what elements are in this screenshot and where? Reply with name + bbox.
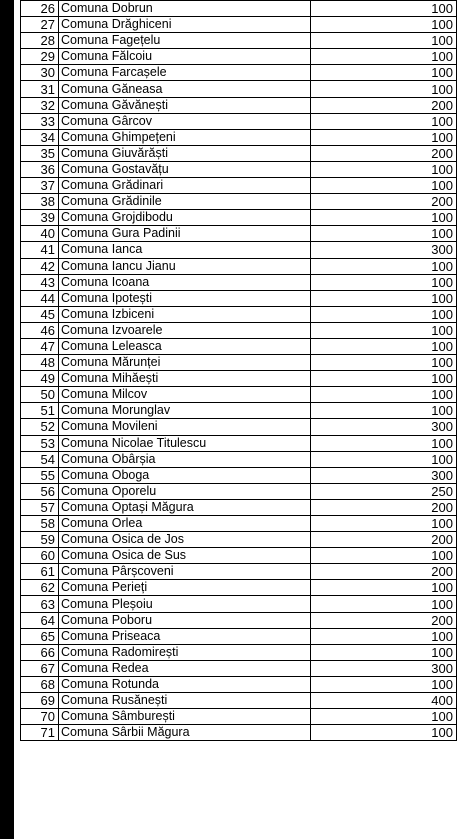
- commune-name: Comuna Farcașele: [59, 65, 311, 81]
- row-number: 31: [21, 81, 59, 97]
- allocation-value: 100: [311, 226, 457, 242]
- allocation-value: 100: [311, 17, 457, 33]
- commune-name: Comuna Fălcoiu: [59, 49, 311, 65]
- row-number: 33: [21, 113, 59, 129]
- table-row: [21, 274, 457, 290]
- row-number: 56: [21, 483, 59, 499]
- row-number: 26: [21, 1, 59, 17]
- row-number: 60: [21, 548, 59, 564]
- allocation-value: 100: [311, 451, 457, 467]
- allocation-value: 400: [311, 693, 457, 709]
- row-number: 30: [21, 65, 59, 81]
- table-row: [21, 596, 457, 612]
- commune-name: Comuna Obârșia: [59, 451, 311, 467]
- allocation-value: 100: [311, 49, 457, 65]
- row-number: 71: [21, 725, 59, 741]
- commune-name: Comuna Grădinile: [59, 194, 311, 210]
- table-row: [21, 81, 457, 97]
- table-row: [21, 499, 457, 515]
- row-number: 65: [21, 628, 59, 644]
- allocation-value: 100: [311, 65, 457, 81]
- commune-name: Comuna Ghimpețeni: [59, 129, 311, 145]
- row-number: 59: [21, 532, 59, 548]
- table-row: [21, 242, 457, 258]
- row-number: 44: [21, 290, 59, 306]
- table-row: [21, 387, 457, 403]
- row-number: 46: [21, 322, 59, 338]
- allocation-value: 100: [311, 676, 457, 692]
- allocation-value: 100: [311, 596, 457, 612]
- row-number: 41: [21, 242, 59, 258]
- row-number: 42: [21, 258, 59, 274]
- commune-name: Comuna Găvănești: [59, 97, 311, 113]
- commune-name: Comuna Izvoarele: [59, 322, 311, 338]
- table-row: [21, 483, 457, 499]
- table-row: [21, 258, 457, 274]
- row-number: 27: [21, 17, 59, 33]
- table-row: [21, 612, 457, 628]
- commune-name: Comuna Movileni: [59, 419, 311, 435]
- table-row: [21, 548, 457, 564]
- table-row: [21, 419, 457, 435]
- row-number: 43: [21, 274, 59, 290]
- table-row: [21, 194, 457, 210]
- commune-name: Comuna Orlea: [59, 516, 311, 532]
- allocation-value: 300: [311, 419, 457, 435]
- table-row: [21, 371, 457, 387]
- row-number: 67: [21, 660, 59, 676]
- allocation-value: 200: [311, 612, 457, 628]
- allocation-value: 100: [311, 387, 457, 403]
- commune-table-container: [20, 0, 456, 741]
- table-row: [21, 467, 457, 483]
- allocation-value: 100: [311, 338, 457, 354]
- commune-name: Comuna Pârșcoveni: [59, 564, 311, 580]
- row-number: 54: [21, 451, 59, 467]
- table-row: [21, 33, 457, 49]
- commune-name: Comuna Mărunței: [59, 355, 311, 371]
- table-row: [21, 161, 457, 177]
- commune-name: Comuna Giuvărăști: [59, 145, 311, 161]
- table-row: [21, 435, 457, 451]
- row-number: 70: [21, 709, 59, 725]
- table-row: [21, 564, 457, 580]
- commune-name: Comuna Morunglav: [59, 403, 311, 419]
- commune-name: Comuna Ipotești: [59, 290, 311, 306]
- allocation-value: 100: [311, 516, 457, 532]
- row-number: 49: [21, 371, 59, 387]
- table-row: [21, 49, 457, 65]
- table-row: [21, 338, 457, 354]
- row-number: 62: [21, 580, 59, 596]
- commune-name: Comuna Optași Măgura: [59, 499, 311, 515]
- table-row: [21, 17, 457, 33]
- table-row: [21, 580, 457, 596]
- table-row: [21, 210, 457, 226]
- commune-name: Comuna Gura Padinii: [59, 226, 311, 242]
- allocation-value: 200: [311, 97, 457, 113]
- allocation-value: 100: [311, 81, 457, 97]
- row-number: 69: [21, 693, 59, 709]
- allocation-value: 100: [311, 644, 457, 660]
- table-row: [21, 628, 457, 644]
- commune-name: Comuna Găneasa: [59, 81, 311, 97]
- allocation-value: 100: [311, 274, 457, 290]
- table-row: [21, 676, 457, 692]
- allocation-value: 200: [311, 532, 457, 548]
- commune-name: Comuna Fagețelu: [59, 33, 311, 49]
- table-row: [21, 306, 457, 322]
- table-row: [21, 1, 457, 17]
- row-number: 48: [21, 355, 59, 371]
- row-number: 66: [21, 644, 59, 660]
- row-number: 45: [21, 306, 59, 322]
- commune-name: Comuna Ianca: [59, 242, 311, 258]
- allocation-value: 100: [311, 371, 457, 387]
- allocation-value: 100: [311, 1, 457, 17]
- allocation-value: 100: [311, 322, 457, 338]
- row-number: 50: [21, 387, 59, 403]
- allocation-value: 100: [311, 403, 457, 419]
- table-row: [21, 725, 457, 741]
- table-row: [21, 113, 457, 129]
- commune-name: Comuna Osica de Jos: [59, 532, 311, 548]
- table-row: [21, 451, 457, 467]
- table-row: [21, 532, 457, 548]
- table-row: [21, 322, 457, 338]
- row-number: 61: [21, 564, 59, 580]
- allocation-value: 100: [311, 355, 457, 371]
- row-number: 51: [21, 403, 59, 419]
- commune-name: Comuna Pleșoiu: [59, 596, 311, 612]
- commune-name: Comuna Izbiceni: [59, 306, 311, 322]
- table-row: [21, 709, 457, 725]
- table-row: [21, 660, 457, 676]
- table-row: [21, 178, 457, 194]
- allocation-value: 100: [311, 161, 457, 177]
- commune-name: Comuna Iancu Jianu: [59, 258, 311, 274]
- allocation-value: 100: [311, 306, 457, 322]
- allocation-value: 100: [311, 725, 457, 741]
- row-number: 36: [21, 161, 59, 177]
- commune-name: Comuna Radomirești: [59, 644, 311, 660]
- allocation-value: 100: [311, 628, 457, 644]
- commune-name: Comuna Gârcov: [59, 113, 311, 129]
- row-number: 47: [21, 338, 59, 354]
- row-number: 68: [21, 676, 59, 692]
- allocation-value: 100: [311, 258, 457, 274]
- allocation-value: 200: [311, 145, 457, 161]
- allocation-value: 250: [311, 483, 457, 499]
- table-row: [21, 644, 457, 660]
- row-number: 29: [21, 49, 59, 65]
- row-number: 53: [21, 435, 59, 451]
- row-number: 39: [21, 210, 59, 226]
- table-row: [21, 290, 457, 306]
- row-number: 34: [21, 129, 59, 145]
- row-number: 32: [21, 97, 59, 113]
- commune-name: Comuna Gostavățu: [59, 161, 311, 177]
- commune-name: Comuna Redea: [59, 660, 311, 676]
- commune-name: Comuna Grădinari: [59, 178, 311, 194]
- commune-name: Comuna Grojdibodu: [59, 210, 311, 226]
- row-number: 58: [21, 516, 59, 532]
- commune-name: Comuna Sârbii Măgura: [59, 725, 311, 741]
- commune-name: Comuna Poboru: [59, 612, 311, 628]
- allocation-value: 200: [311, 499, 457, 515]
- row-number: 64: [21, 612, 59, 628]
- row-number: 55: [21, 467, 59, 483]
- commune-name: Comuna Milcov: [59, 387, 311, 403]
- row-number: 35: [21, 145, 59, 161]
- table-row: [21, 129, 457, 145]
- commune-name: Comuna Rotunda: [59, 676, 311, 692]
- row-number: 57: [21, 499, 59, 515]
- commune-table: [20, 0, 457, 741]
- allocation-value: 100: [311, 290, 457, 306]
- commune-name: Comuna Oporelu: [59, 483, 311, 499]
- allocation-value: 100: [311, 33, 457, 49]
- table-row: [21, 145, 457, 161]
- row-number: 37: [21, 178, 59, 194]
- table-row: [21, 516, 457, 532]
- table-row: [21, 97, 457, 113]
- commune-table-body: [21, 1, 457, 741]
- row-number: 40: [21, 226, 59, 242]
- commune-name: Comuna Rusănești: [59, 693, 311, 709]
- table-row: [21, 693, 457, 709]
- page-left-edge: [0, 0, 14, 839]
- table-row: [21, 65, 457, 81]
- row-number: 52: [21, 419, 59, 435]
- table-row: [21, 403, 457, 419]
- commune-name: Comuna Osica de Sus: [59, 548, 311, 564]
- allocation-value: 300: [311, 242, 457, 258]
- allocation-value: 200: [311, 194, 457, 210]
- allocation-value: 100: [311, 548, 457, 564]
- commune-name: Comuna Sâmburești: [59, 709, 311, 725]
- commune-name: Comuna Nicolae Titulescu: [59, 435, 311, 451]
- commune-name: Comuna Oboga: [59, 467, 311, 483]
- allocation-value: 100: [311, 178, 457, 194]
- commune-name: Comuna Leleasca: [59, 338, 311, 354]
- allocation-value: 300: [311, 467, 457, 483]
- row-number: 38: [21, 194, 59, 210]
- commune-name: Comuna Priseaca: [59, 628, 311, 644]
- allocation-value: 300: [311, 660, 457, 676]
- row-number: 63: [21, 596, 59, 612]
- commune-name: Comuna Dobrun: [59, 1, 311, 17]
- commune-name: Comuna Icoana: [59, 274, 311, 290]
- allocation-value: 100: [311, 709, 457, 725]
- allocation-value: 200: [311, 564, 457, 580]
- commune-name: Comuna Mihăești: [59, 371, 311, 387]
- commune-name: Comuna Drăghiceni: [59, 17, 311, 33]
- allocation-value: 100: [311, 210, 457, 226]
- table-row: [21, 226, 457, 242]
- commune-name: Comuna Perieți: [59, 580, 311, 596]
- allocation-value: 100: [311, 580, 457, 596]
- table-row: [21, 355, 457, 371]
- allocation-value: 100: [311, 435, 457, 451]
- allocation-value: 100: [311, 129, 457, 145]
- allocation-value: 100: [311, 113, 457, 129]
- row-number: 28: [21, 33, 59, 49]
